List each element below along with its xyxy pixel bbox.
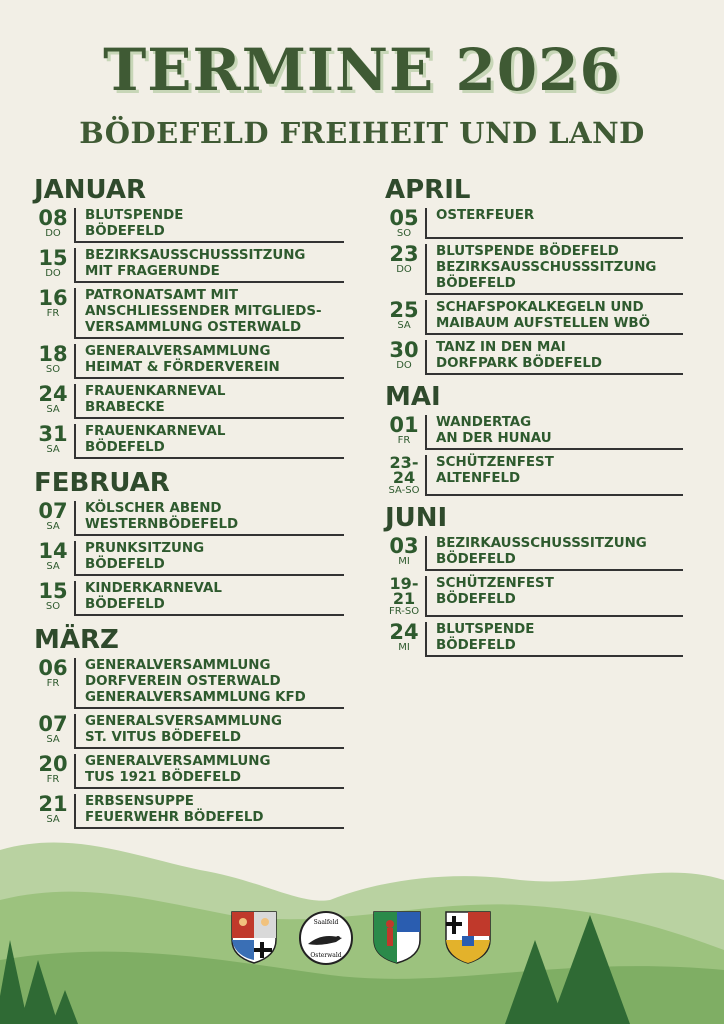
event-line: ANSCHLIESSENDER MITGLIEDS- xyxy=(85,304,322,319)
event-date xyxy=(34,248,72,283)
event-line: BLUTSPENDE xyxy=(436,622,535,637)
event-date xyxy=(34,794,72,829)
event-line: WANDERTAG xyxy=(436,415,532,430)
event-day: 20 xyxy=(38,752,68,776)
event-weekday: SA xyxy=(46,404,60,415)
event-line: BÖDEFELD xyxy=(85,557,165,572)
event-line: GENERALSVERSAMMLUNG xyxy=(85,714,282,729)
event-entry xyxy=(34,344,344,379)
event-entry xyxy=(385,536,683,571)
month-heading: APRIL xyxy=(385,175,471,205)
event-entry xyxy=(385,622,683,657)
event-description xyxy=(74,794,344,829)
event-line: PRUNKSITZUNG xyxy=(85,541,205,556)
event-weekday: FR xyxy=(46,308,60,319)
event-weekday: DO xyxy=(45,228,61,239)
event-date xyxy=(385,208,423,239)
event-entry xyxy=(34,754,344,789)
event-line: TANZ IN DEN MAI xyxy=(436,340,566,355)
event-entry xyxy=(385,455,683,496)
coat-of-arms-figure-icon xyxy=(372,910,422,964)
month-heading: FEBRUAR xyxy=(34,468,170,498)
event-description xyxy=(74,288,344,339)
event-day: 24 xyxy=(38,382,68,406)
event-date xyxy=(385,536,423,571)
event-date xyxy=(34,344,72,379)
event-date xyxy=(385,455,423,496)
event-entry xyxy=(34,501,344,536)
month-heading: MAI xyxy=(385,382,441,412)
event-entry xyxy=(34,288,344,339)
event-line: SCHAFSPOKALKEGELN UND xyxy=(436,300,644,315)
event-weekday: SA xyxy=(46,734,60,745)
event-line: BLUTSPENDE BÖDEFELD xyxy=(436,244,619,259)
page-title: TERMINE 2026 xyxy=(103,36,621,104)
event-date xyxy=(34,384,72,419)
event-line: GENERALVERSAMMLUNG xyxy=(85,754,271,769)
event-description xyxy=(74,714,344,749)
left-column xyxy=(34,174,344,829)
event-day: 25 xyxy=(389,298,419,322)
event-date xyxy=(34,501,72,536)
event-entry xyxy=(34,384,344,419)
event-date xyxy=(34,581,72,616)
bird-badge-text-top: Saalfeld xyxy=(313,919,339,926)
event-line: DORFPARK BÖDEFELD xyxy=(436,356,603,371)
month-heading: JANUAR xyxy=(34,175,147,205)
event-entry xyxy=(34,658,344,709)
event-weekday: SO xyxy=(45,601,61,612)
event-line: ALTENFELD xyxy=(436,471,521,486)
event-entry xyxy=(385,415,683,450)
event-entry xyxy=(34,424,344,459)
event-weekday: DO xyxy=(396,264,412,275)
event-entry xyxy=(34,714,344,749)
event-entry xyxy=(34,248,344,283)
event-date xyxy=(385,244,423,295)
event-description xyxy=(74,424,344,459)
event-description xyxy=(74,384,344,419)
event-description xyxy=(74,658,344,709)
event-line: BÖDEFELD xyxy=(436,638,516,653)
event-description xyxy=(425,244,683,295)
event-entry xyxy=(34,581,344,616)
event-day: 19- xyxy=(389,574,419,593)
event-description xyxy=(425,576,683,617)
event-date xyxy=(34,424,72,459)
event-day: 05 xyxy=(389,206,419,230)
bird-badge-icon xyxy=(298,910,354,966)
logo-row xyxy=(0,908,724,968)
event-weekday: SA xyxy=(397,320,411,331)
event-date xyxy=(385,340,423,375)
event-line: PATRONATSAMT MIT xyxy=(85,288,238,303)
event-description xyxy=(74,248,344,283)
event-entry xyxy=(385,576,683,617)
event-description xyxy=(425,455,683,496)
right-column xyxy=(385,174,683,657)
event-line: HEIMAT & FÖRDERVEREIN xyxy=(85,360,280,375)
event-date xyxy=(34,541,72,576)
event-day: 30 xyxy=(389,338,419,362)
event-weekday: FR-SO xyxy=(388,606,420,617)
event-line: GENERALVERSAMMLUNG KFD xyxy=(85,690,306,705)
event-day: 31 xyxy=(38,422,68,446)
event-date xyxy=(34,658,72,709)
event-line: BLUTSPENDE xyxy=(85,208,184,223)
event-entry xyxy=(385,300,683,335)
page-subtitle: BÖDEFELD FREIHEIT UND LAND xyxy=(79,116,645,150)
event-description xyxy=(74,541,344,576)
event-description xyxy=(425,300,683,335)
event-description xyxy=(74,501,344,536)
event-weekday: DO xyxy=(45,268,61,279)
event-line: BÖDEFELD xyxy=(436,552,516,567)
event-line: FRAUENKARNEVAL xyxy=(85,384,226,399)
event-day: 14 xyxy=(38,539,68,563)
event-line: BÖDEFELD xyxy=(436,276,516,291)
event-line: DORFVEREIN OSTERWALD xyxy=(85,674,281,689)
event-description xyxy=(74,581,344,616)
event-line: BEZIRKAUSSCHUSSSITZUNG xyxy=(436,536,647,551)
event-entry xyxy=(385,340,683,375)
event-day: 03 xyxy=(389,534,419,558)
event-weekday: SA xyxy=(46,521,60,532)
event-line: BEZIRKSAUSSCHUSSSITZUNG xyxy=(436,260,657,275)
event-weekday: SA xyxy=(46,814,60,825)
event-weekday: MI xyxy=(398,556,410,567)
event-weekday: SO xyxy=(45,364,61,375)
event-line: BEZIRKSAUSSCHUSSSITZUNG xyxy=(85,248,306,263)
event-line: BÖDEFELD xyxy=(85,597,165,612)
event-entry xyxy=(34,794,344,829)
event-day: 24 xyxy=(389,620,419,644)
event-weekday: SA-SO xyxy=(388,485,420,496)
coat-of-arms-saints-icon xyxy=(230,910,278,964)
event-date xyxy=(385,622,423,657)
event-date xyxy=(385,576,423,617)
event-line: BRABECKE xyxy=(85,400,165,415)
event-line: ST. VITUS BÖDEFELD xyxy=(85,730,241,745)
event-day: 23- xyxy=(389,453,419,472)
event-description xyxy=(425,622,683,657)
event-day: 08 xyxy=(38,206,68,230)
month-heading: MÄRZ xyxy=(34,625,119,655)
event-weekday: SO xyxy=(396,228,412,239)
event-description xyxy=(425,208,683,239)
event-description xyxy=(74,754,344,789)
event-weekday: FR xyxy=(46,678,60,689)
event-line: SCHÜTZENFEST xyxy=(436,455,554,470)
event-entry xyxy=(34,208,344,243)
event-line: VERSAMMLUNG OSTERWALD xyxy=(85,320,302,335)
event-date xyxy=(34,208,72,243)
bird-badge-text-bottom: Osterwald xyxy=(310,952,342,959)
event-day: 15 xyxy=(38,246,68,270)
event-line: BÖDEFELD xyxy=(85,224,165,239)
event-weekday: DO xyxy=(396,360,412,371)
event-entry xyxy=(385,208,683,239)
event-description xyxy=(425,415,683,450)
event-day: 01 xyxy=(389,413,419,437)
event-description xyxy=(74,344,344,379)
event-date xyxy=(34,288,72,339)
event-day: 07 xyxy=(38,499,68,523)
event-line: WESTERNBÖDEFELD xyxy=(85,517,239,532)
event-line: TUS 1921 BÖDEFELD xyxy=(85,770,242,785)
event-line: MAIBAUM AUFSTELLEN WBÖ xyxy=(436,316,651,331)
event-weekday: FR xyxy=(397,435,411,446)
event-line: SCHÜTZENFEST xyxy=(436,576,554,591)
event-day: 15 xyxy=(38,579,68,603)
event-day: 24 xyxy=(392,468,416,487)
event-day: 21 xyxy=(38,792,68,816)
event-line: GENERALVERSAMMLUNG xyxy=(85,658,271,673)
event-description xyxy=(425,340,683,375)
event-weekday: MI xyxy=(398,642,410,653)
event-weekday: SA xyxy=(46,561,60,572)
event-day: 06 xyxy=(38,656,68,680)
event-day: 18 xyxy=(38,342,68,366)
event-line: ERBSENSUPPE xyxy=(85,794,194,809)
event-date xyxy=(34,714,72,749)
event-weekday: SA xyxy=(46,444,60,455)
event-line: KÖLSCHER ABEND xyxy=(85,501,222,516)
event-line: BÖDEFELD xyxy=(85,440,165,455)
event-line: FRAUENKARNEVAL xyxy=(85,424,226,439)
event-description xyxy=(74,208,344,243)
event-line: KINDERKARNEVAL xyxy=(85,581,222,596)
event-line: GENERALVERSAMMLUNG xyxy=(85,344,271,359)
event-description xyxy=(425,536,683,571)
event-line: MIT FRAGERUNDE xyxy=(85,264,220,279)
event-day: 07 xyxy=(38,712,68,736)
event-day: 16 xyxy=(38,286,68,310)
event-entry xyxy=(34,541,344,576)
event-date xyxy=(385,300,423,335)
event-line: FEUERWEHR BÖDEFELD xyxy=(85,810,264,825)
event-day: 23 xyxy=(389,242,419,266)
event-date xyxy=(385,415,423,450)
month-heading: JUNI xyxy=(385,503,448,533)
event-line: OSTERFEUER xyxy=(436,208,535,223)
event-weekday: FR xyxy=(46,774,60,785)
event-line: BÖDEFELD xyxy=(436,592,516,607)
event-day: 21 xyxy=(392,589,416,608)
coat-of-arms-horse-icon xyxy=(444,910,492,964)
event-entry xyxy=(385,244,683,295)
event-line: AN DER HUNAU xyxy=(436,431,552,446)
event-date xyxy=(34,754,72,789)
